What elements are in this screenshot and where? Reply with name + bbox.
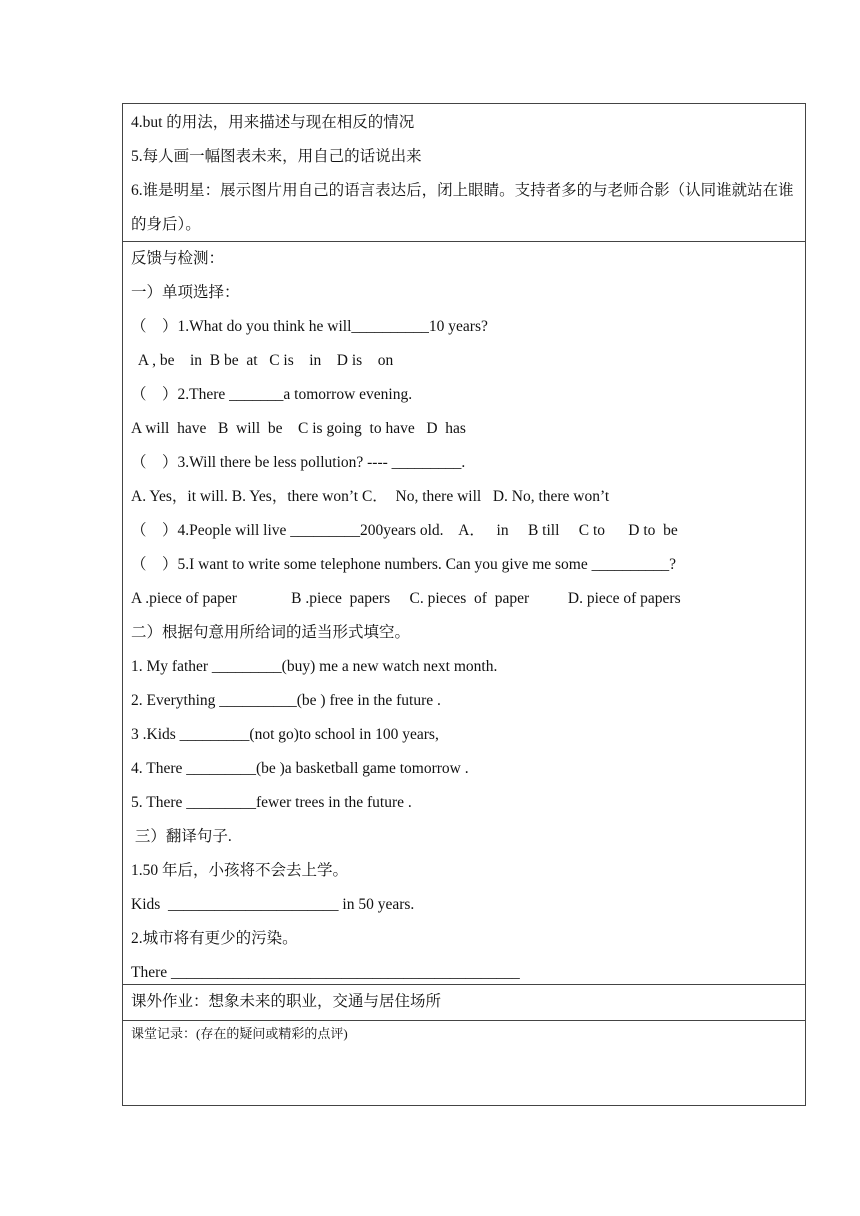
question-line: （ ）4.People will live _________200years old. A． in B till C to D to be (131, 522, 678, 539)
procedure-item-6: 6.谁是明星：展示图片用自己的语言表达后，闭上眼睛。支持者多的与老师合影（认同谁就站在谁的身后）。 (131, 182, 794, 233)
translate-line: 2.城市将有更少的污染。 (131, 930, 298, 947)
question-line: （ ）1.What do you think he will__________10 years? (131, 318, 488, 335)
translate-line: There _____________________________________________ (131, 964, 520, 981)
options-line: A .piece of paper B .piece papers C. pieces of paper D. piece of papers (131, 590, 681, 607)
section3-title: 三）翻译句子. (131, 828, 232, 845)
question-line: （ ）5.I want to write some telephone numbers. Can you give me some __________? (131, 556, 676, 573)
translate-line: Kids ______________________ in 50 years. (131, 896, 415, 913)
section2-title: 二）根据句意用所给词的适当形式填空。 (131, 624, 411, 641)
fill-blank-line: 2. Everything __________(be ) free in the future . (131, 692, 441, 709)
question-line: （ ）3.Will there be less pollution? ---- _________. (131, 454, 466, 471)
lesson-table (122, 103, 806, 1106)
fill-blank-line: 1. My father _________(buy) me a new watch next month. (131, 658, 498, 675)
section1-title: 一）单项选择： (131, 284, 240, 301)
homework-cell (123, 985, 805, 1021)
feedback-heading: 反馈与检测： (131, 250, 225, 267)
options-line: A will have B will be C is going to have D has (131, 420, 466, 437)
feedback-cell (123, 242, 805, 985)
homework-text: 课外作业：想象未来的职业，交通与居住场所 (131, 993, 442, 1010)
procedure-cell (123, 104, 805, 242)
procedure-item-4: 4.but 的用法，用来描述与现在相反的情况 (131, 114, 415, 131)
fill-blank-line: 5. There _________fewer trees in the future . (131, 794, 412, 811)
notes-label: 课堂记录：(存在的疑问或精彩的点评) (131, 1026, 348, 1041)
fill-blank-line: 4. There _________(be )a basketball game tomorrow . (131, 760, 469, 777)
fill-blank-line: 3 .Kids _________(not go)to school in 100 years, (131, 726, 439, 743)
procedure-item-5: 5.每人画一幅图表未来，用自己的话说出来 (131, 148, 422, 165)
notes-cell (123, 1023, 805, 1105)
question-line: （ ）2.There _______a tomorrow evening. (131, 386, 413, 403)
translate-line: 1.50 年后，小孩将不会去上学。 (131, 862, 349, 879)
options-line: A. Yes，it will. B. Yes，there won’t C． No, there will D. No, there won’t (131, 488, 610, 505)
options-line: A , be in B be at C is in D is on (131, 352, 394, 369)
